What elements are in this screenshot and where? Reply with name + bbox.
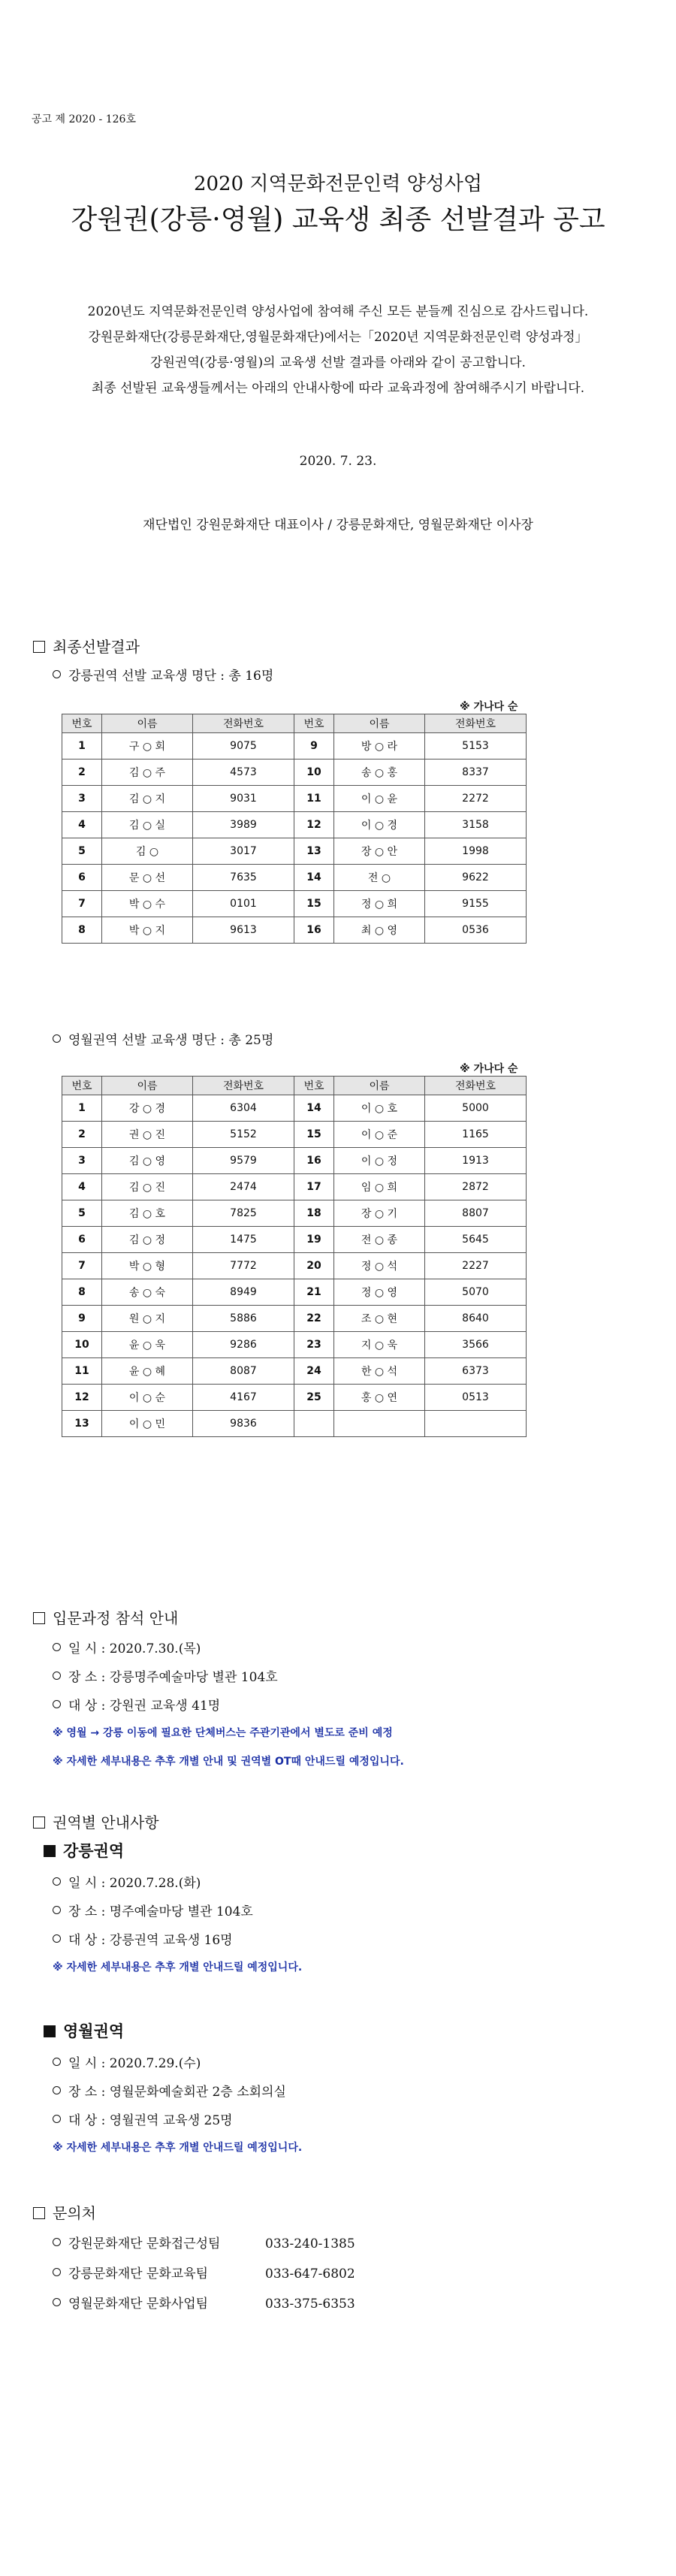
contact-org: 강릉문화재단 문화교육팀 — [68, 2266, 209, 2282]
cell-name: 장 ○ 안 — [334, 838, 425, 865]
cell-phone: 9075 — [193, 733, 294, 760]
cell-name: 원 ○ 지 — [102, 1306, 193, 1332]
cell-phone: 0101 — [193, 891, 294, 917]
cell-name: 구 ○ 회 — [102, 733, 193, 760]
cell-phone: 9836 — [193, 1411, 294, 1437]
cell-no: 23 — [294, 1332, 334, 1358]
cell-phone: 8087 — [193, 1358, 294, 1385]
cell-name: 정 ○ 영 — [334, 1279, 425, 1306]
cell-no: 5 — [62, 838, 102, 865]
intro-paragraph — [0, 299, 676, 401]
title-line1: 2020 지역문화전문인력 양성사업 — [193, 173, 483, 195]
cell-name: 김 ○ 영 — [102, 1148, 193, 1174]
yeongwol-roster-table — [62, 1076, 527, 1437]
cell-name: 지 ○ 욱 — [334, 1332, 425, 1358]
cell-name: 김 ○ — [102, 838, 193, 865]
cell-phone: 9613 — [193, 917, 294, 944]
header-name: 이름 — [102, 1077, 193, 1095]
contact-phone: 033-240-1385 — [265, 2236, 355, 2251]
cell-phone: 8337 — [425, 760, 527, 786]
cell-no: 8 — [62, 1279, 102, 1306]
circle-bullet-icon — [53, 1034, 61, 1043]
yeongwol-info-place: 장 소 : 영월문화예술회관 2층 소회의실 — [53, 2081, 286, 2100]
cell-phone: 2872 — [425, 1174, 527, 1200]
cell-no: 14 — [294, 865, 334, 891]
cell-phone: 3989 — [193, 812, 294, 838]
cell-no: 8 — [62, 917, 102, 944]
cell-no: 1 — [62, 733, 102, 760]
cell-name: 임 ○ 희 — [334, 1174, 425, 1200]
cell-no: 11 — [62, 1358, 102, 1385]
cell-phone: 4167 — [193, 1385, 294, 1411]
intro-line: 최종 선발된 교육생들께서는 아래의 안내사항에 따라 교육과정에 참여해주시기 바랍니다. — [91, 381, 585, 396]
cell-phone: 7635 — [193, 865, 294, 891]
contact-item — [53, 2293, 355, 2312]
cell-name: 김 ○ 실 — [102, 812, 193, 838]
cell-name: 정 ○ 희 — [334, 891, 425, 917]
contact-item — [53, 2263, 355, 2282]
gangneung-info-note: ※ 자세한 세부내용은 추후 개별 안내드릴 예정입니다. — [53, 1961, 303, 1974]
cell-name: 김 ○ 정 — [102, 1227, 193, 1253]
orientation-note-details: ※ 자세한 세부내용은 추후 개별 안내 및 권역별 OT때 안내드릴 예정입니다. — [53, 1756, 404, 1768]
orientation-date: 일 시 : 2020.7.30.(목) — [53, 1638, 201, 1656]
cell-no: 10 — [62, 1332, 102, 1358]
section-results-heading: 최종선발결과 — [33, 635, 140, 657]
header-phone: 전화번호 — [425, 1077, 527, 1095]
yeongwol-info-target: 대 상 : 영월권역 교육생 25명 — [53, 2109, 233, 2128]
circle-bullet-icon — [53, 1934, 61, 1943]
cell-no: 2 — [62, 760, 102, 786]
square-bullet-icon — [33, 2207, 45, 2219]
circle-bullet-icon — [53, 1700, 61, 1708]
table-row — [62, 1279, 527, 1306]
circle-bullet-icon — [53, 2238, 61, 2246]
cell-name: 강 ○ 경 — [102, 1095, 193, 1122]
cell-no: 4 — [62, 812, 102, 838]
cell-name: 김 ○ 지 — [102, 786, 193, 812]
gangneung-info-target: 대 상 : 강릉권역 교육생 16명 — [53, 1929, 233, 1948]
cell-phone: 5000 — [425, 1095, 527, 1122]
cell-no: 11 — [294, 786, 334, 812]
cell-no: 5 — [62, 1200, 102, 1227]
cell-name: 윤 ○ 욱 — [102, 1332, 193, 1358]
cell-name: 송 ○ 숙 — [102, 1279, 193, 1306]
filled-square-icon — [44, 2025, 56, 2037]
table-row — [62, 1200, 527, 1227]
contact-phone: 033-647-6802 — [265, 2266, 355, 2282]
gangneung-info-place: 장 소 : 명주예술마당 별관 104호 — [53, 1901, 253, 1919]
table-row — [62, 1122, 527, 1148]
table-row — [62, 733, 527, 760]
cell-no: 6 — [62, 1227, 102, 1253]
cell-name: 권 ○ 진 — [102, 1122, 193, 1148]
header-phone: 전화번호 — [193, 1077, 294, 1095]
table-header-row — [62, 1077, 527, 1095]
cell-phone: 6373 — [425, 1358, 527, 1385]
contact-phone: 033-375-6353 — [265, 2297, 355, 2312]
cell-phone — [425, 1411, 527, 1437]
circle-bullet-icon — [53, 2086, 61, 2094]
cell-no: 16 — [294, 1148, 334, 1174]
cell-phone: 5070 — [425, 1279, 527, 1306]
circle-bullet-icon — [53, 2268, 61, 2276]
cell-no: 17 — [294, 1174, 334, 1200]
table-row — [62, 1306, 527, 1332]
table-row — [62, 812, 527, 838]
cell-phone: 3017 — [193, 838, 294, 865]
cell-phone: 1475 — [193, 1227, 294, 1253]
cell-no: 24 — [294, 1358, 334, 1385]
cell-no: 21 — [294, 1279, 334, 1306]
cell-no: 19 — [294, 1227, 334, 1253]
table-row — [62, 1148, 527, 1174]
yeongwol-caption: 영월권역 선발 교육생 명단 : 총 25명 — [53, 1029, 273, 1048]
cell-name: 문 ○ 선 — [102, 865, 193, 891]
cell-phone: 8949 — [193, 1279, 294, 1306]
cell-phone: 3158 — [425, 812, 527, 838]
cell-phone: 7772 — [193, 1253, 294, 1279]
intro-line: 강원문화재단(강릉문화재단,영월문화재단)에서는「2020년 지역문화전문인력 양성과정」 — [88, 330, 588, 345]
cell-no: 25 — [294, 1385, 334, 1411]
cell-name: 최 ○ 영 — [334, 917, 425, 944]
yeongwol-info-date: 일 시 : 2020.7.29.(수) — [53, 2052, 201, 2071]
cell-no: 9 — [62, 1306, 102, 1332]
cell-name: 이 ○ 준 — [334, 1122, 425, 1148]
filled-square-icon — [44, 1845, 56, 1857]
table-row — [62, 1174, 527, 1200]
cell-phone: 5645 — [425, 1227, 527, 1253]
header-phone: 전화번호 — [425, 714, 527, 733]
header-no: 번호 — [62, 714, 102, 733]
header-name: 이름 — [102, 714, 193, 733]
cell-phone: 1913 — [425, 1148, 527, 1174]
cell-name: 이 ○ 윤 — [334, 786, 425, 812]
cell-phone: 8640 — [425, 1306, 527, 1332]
cell-no: 1 — [62, 1095, 102, 1122]
circle-bullet-icon — [53, 2115, 61, 2123]
cell-no: 3 — [62, 1148, 102, 1174]
cell-phone: 1165 — [425, 1122, 527, 1148]
cell-no: 7 — [62, 891, 102, 917]
gangneung-info-heading: 강릉권역 — [44, 1839, 124, 1862]
circle-bullet-icon — [53, 1906, 61, 1914]
cell-name: 박 ○ 형 — [102, 1253, 193, 1279]
table-header-row — [62, 714, 527, 733]
section-contact-heading: 문의처 — [33, 2201, 96, 2223]
cell-phone: 9622 — [425, 865, 527, 891]
cell-phone: 5886 — [193, 1306, 294, 1332]
cell-phone: 0513 — [425, 1385, 527, 1411]
cell-no: 10 — [294, 760, 334, 786]
orientation-target: 대 상 : 강원권 교육생 41명 — [53, 1695, 220, 1714]
gangneung-info-date: 일 시 : 2020.7.28.(화) — [53, 1872, 201, 1891]
cell-name: 이 ○ 정 — [334, 1148, 425, 1174]
gangneung-roster-table — [62, 714, 527, 944]
section-regional-heading: 권역별 안내사항 — [33, 1810, 159, 1832]
cell-name: 이 ○ 민 — [102, 1411, 193, 1437]
table-row — [62, 786, 527, 812]
cell-no: 3 — [62, 786, 102, 812]
cell-name: 전 ○ — [334, 865, 425, 891]
header-name: 이름 — [334, 714, 425, 733]
cell-name: 홍 ○ 연 — [334, 1385, 425, 1411]
table-row — [62, 1095, 527, 1122]
yeongwol-info-heading: 영월권역 — [44, 2019, 124, 2042]
circle-bullet-icon — [53, 1643, 61, 1651]
cell-phone: 5153 — [425, 733, 527, 760]
cell-phone: 8807 — [425, 1200, 527, 1227]
gangneung-caption: 강릉권역 선발 교육생 명단 : 총 16명 — [53, 665, 273, 684]
header-no: 번호 — [62, 1077, 102, 1095]
cell-name: 조 ○ 현 — [334, 1306, 425, 1332]
circle-bullet-icon — [53, 1672, 61, 1680]
cell-name: 김 ○ 진 — [102, 1174, 193, 1200]
cell-name: 이 ○ 순 — [102, 1385, 193, 1411]
contact-item — [53, 2233, 355, 2251]
table-row — [62, 760, 527, 786]
table-row — [62, 917, 527, 944]
cell-name: 이 ○ 호 — [334, 1095, 425, 1122]
orientation-note-bus: ※ 영월 → 강릉 이동에 필요한 단체버스는 주관기관에서 별도로 준비 예정 — [53, 1727, 393, 1739]
cell-name: 정 ○ 석 — [334, 1253, 425, 1279]
circle-bullet-icon — [53, 1877, 61, 1886]
cell-phone: 9579 — [193, 1148, 294, 1174]
table-row — [62, 1358, 527, 1385]
cell-name: 방 ○ 라 — [334, 733, 425, 760]
circle-bullet-icon — [53, 670, 61, 678]
cell-phone: 5152 — [193, 1122, 294, 1148]
header-no: 번호 — [294, 1077, 334, 1095]
table-row — [62, 1385, 527, 1411]
cell-no: 12 — [294, 812, 334, 838]
cell-phone: 0536 — [425, 917, 527, 944]
cell-no: 2 — [62, 1122, 102, 1148]
square-bullet-icon — [33, 641, 45, 653]
issuer: 재단법인 강원문화재단 대표이사 / 강릉문화재단, 영월문화재단 이사장 — [143, 518, 533, 533]
contact-org: 강원문화재단 문화접근성팀 — [68, 2236, 221, 2251]
table-row — [62, 838, 527, 865]
notice-number: 공고 제 2020 - 126호 — [32, 113, 136, 125]
header-phone: 전화번호 — [193, 714, 294, 733]
intro-line: 2020년도 지역문화전문인력 양성사업에 참여해 주신 모든 분들께 진심으로 감사드립니다. — [87, 304, 589, 319]
header-no: 번호 — [294, 714, 334, 733]
cell-no: 13 — [62, 1411, 102, 1437]
yeongwol-info-note: ※ 자세한 세부내용은 추후 개별 안내드릴 예정입니다. — [53, 2142, 303, 2154]
cell-no: 16 — [294, 917, 334, 944]
table-row — [62, 1253, 527, 1279]
cell-phone: 9286 — [193, 1332, 294, 1358]
cell-name — [334, 1411, 425, 1437]
cell-phone: 2474 — [193, 1174, 294, 1200]
cell-phone: 7825 — [193, 1200, 294, 1227]
cell-name: 장 ○ 기 — [334, 1200, 425, 1227]
square-bullet-icon — [33, 1612, 45, 1624]
cell-phone: 3566 — [425, 1332, 527, 1358]
title-line2: 강원권(강릉·영월) 교육생 최종 선발결과 공고 — [71, 204, 605, 235]
cell-no: 20 — [294, 1253, 334, 1279]
circle-bullet-icon — [53, 2298, 61, 2306]
cell-phone: 9031 — [193, 786, 294, 812]
cell-no: 22 — [294, 1306, 334, 1332]
cell-phone: 9155 — [425, 891, 527, 917]
sort-note: ※ 가나다 순 — [460, 1063, 518, 1075]
intro-line: 강원권역(강릉·영월)의 교육생 선발 결과를 아래와 같이 공고합니다. — [150, 355, 526, 370]
cell-name: 박 ○ 수 — [102, 891, 193, 917]
table-row — [62, 891, 527, 917]
table-row — [62, 1227, 527, 1253]
cell-name: 전 ○ 종 — [334, 1227, 425, 1253]
cell-phone: 1998 — [425, 838, 527, 865]
cell-no: 15 — [294, 1122, 334, 1148]
contact-org: 영월문화재단 문화사업팀 — [68, 2297, 209, 2312]
table-row — [62, 1332, 527, 1358]
cell-no — [294, 1411, 334, 1437]
table-row — [62, 865, 527, 891]
cell-name: 윤 ○ 혜 — [102, 1358, 193, 1385]
cell-no: 15 — [294, 891, 334, 917]
cell-no: 14 — [294, 1095, 334, 1122]
table-row — [62, 1411, 527, 1437]
section-orientation-heading: 입문과정 참석 안내 — [33, 1606, 178, 1628]
cell-no: 18 — [294, 1200, 334, 1227]
header-name: 이름 — [334, 1077, 425, 1095]
sort-note: ※ 가나다 순 — [460, 701, 518, 713]
cell-no: 13 — [294, 838, 334, 865]
cell-name: 김 ○ 호 — [102, 1200, 193, 1227]
cell-no: 6 — [62, 865, 102, 891]
square-bullet-icon — [33, 1816, 45, 1829]
announcement-date: 2020. 7. 23. — [299, 454, 377, 469]
cell-no: 7 — [62, 1253, 102, 1279]
cell-no: 4 — [62, 1174, 102, 1200]
cell-name: 김 ○ 주 — [102, 760, 193, 786]
orientation-place: 장 소 : 강릉명주예술마당 별관 104호 — [53, 1666, 278, 1685]
cell-name: 이 ○ 경 — [334, 812, 425, 838]
cell-name: 한 ○ 석 — [334, 1358, 425, 1385]
cell-phone: 2272 — [425, 786, 527, 812]
cell-phone: 4573 — [193, 760, 294, 786]
cell-phone: 2227 — [425, 1253, 527, 1279]
cell-no: 9 — [294, 733, 334, 760]
cell-name: 송 ○ 홍 — [334, 760, 425, 786]
circle-bullet-icon — [53, 2058, 61, 2066]
cell-no: 12 — [62, 1385, 102, 1411]
cell-phone: 6304 — [193, 1095, 294, 1122]
cell-name: 박 ○ 지 — [102, 917, 193, 944]
